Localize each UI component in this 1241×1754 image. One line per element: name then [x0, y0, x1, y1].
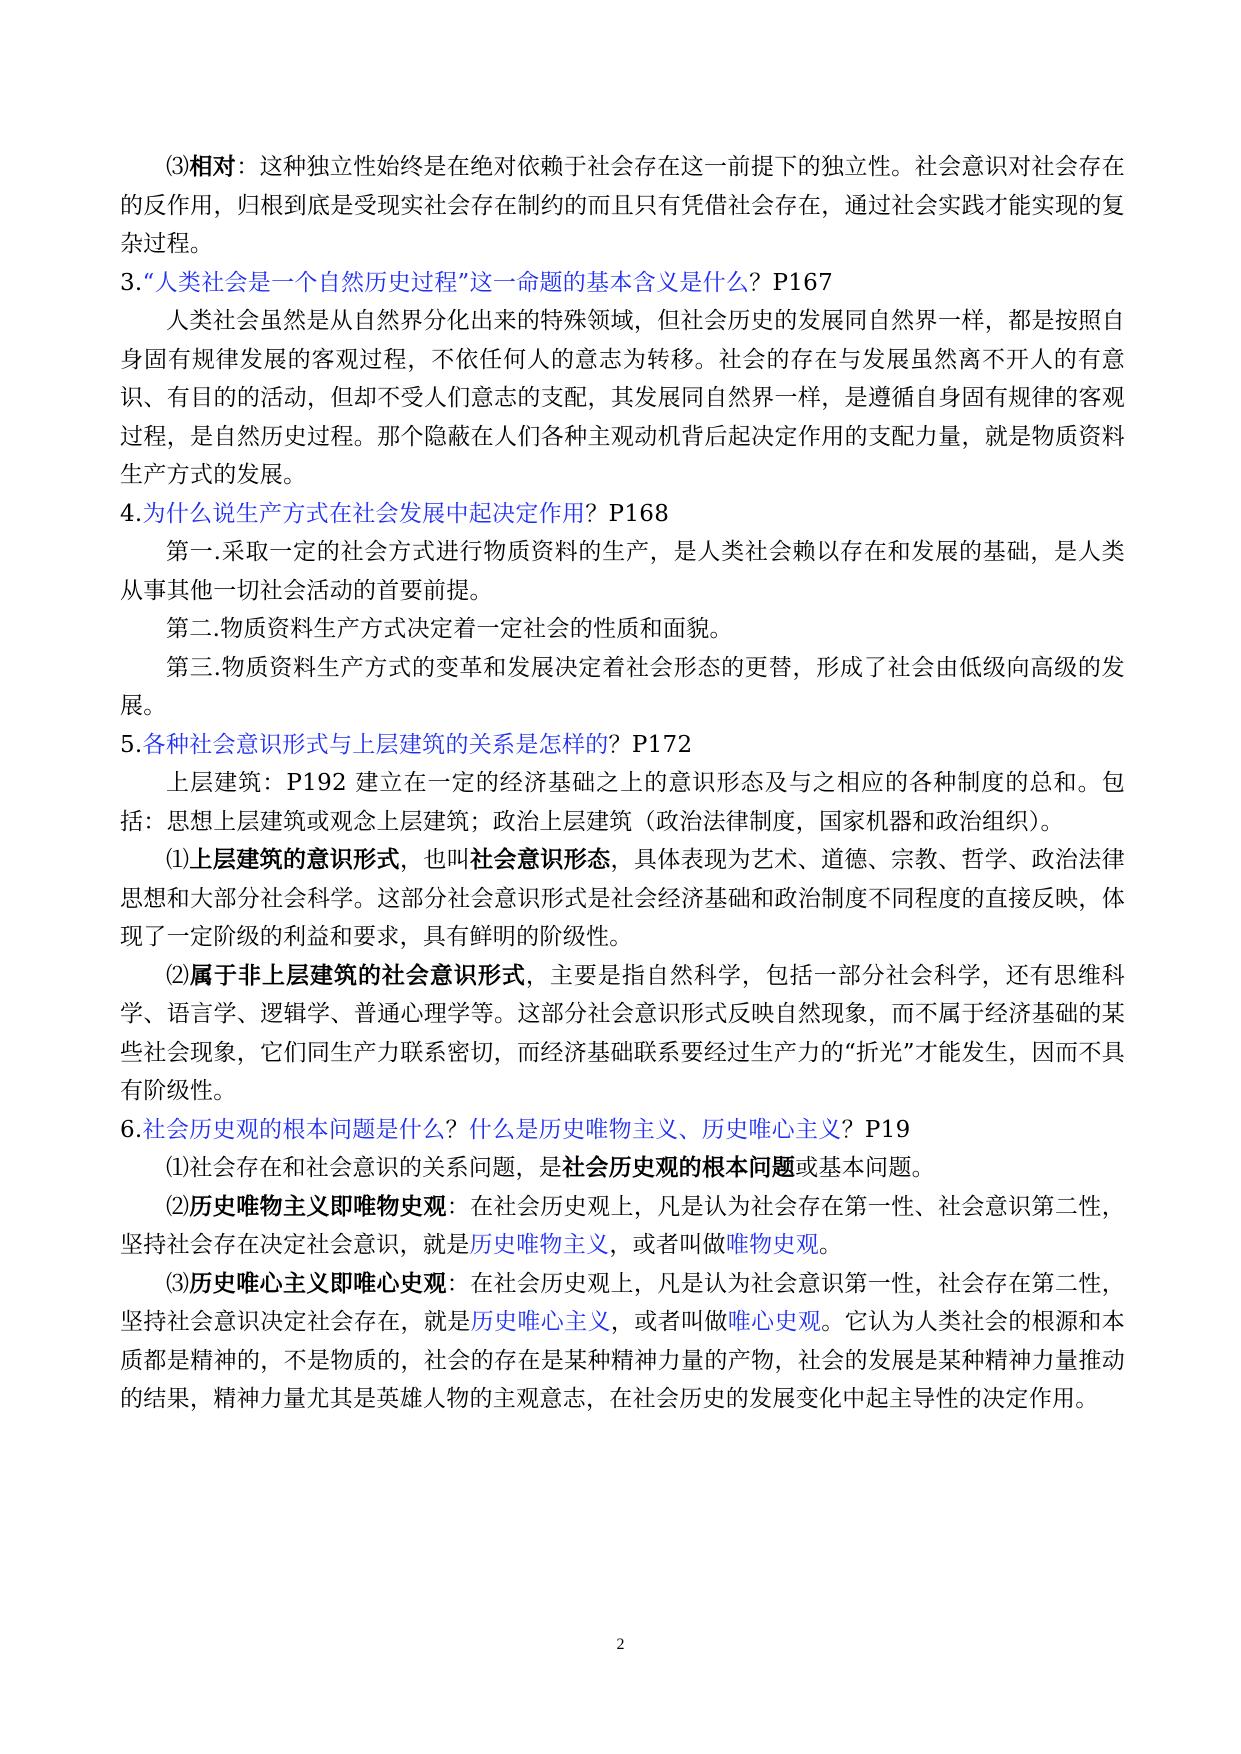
bold-term: 社会意识形态: [470, 846, 611, 873]
page-number: 2: [616, 1636, 625, 1653]
item-number: ⑶: [166, 154, 190, 180]
highlight-term: 唯物史观: [725, 1232, 820, 1258]
question-text: “人类社会是一个自然历史过程”这一命题的基本含义是什么: [142, 269, 750, 296]
answer-3: 人类社会虽然是从自然界分化出来的特殊领域，但社会历史的发展同自然界一样，都是按照自身固有规律发展的客观过程，不依任何人的意志为转移。社会的存在与发展虽然离不开人的有意识、有目的的活动，但却不受人们意志的支配，其发展同自然界一样，是遵循自身固有规律的客观过程，是自然历史过程。那个隐蔽在人们各种主观动机背后起决定作用的支配力量，就是物质资料生产方式的发展。: [120, 308, 1125, 488]
answer-5-point-2: [120, 957, 1125, 1111]
bold-term: 上层建筑的意识形式: [189, 846, 400, 873]
paragraph-text: 社会存在和社会意识的关系问题，是: [189, 1155, 563, 1181]
paragraph-text: ，也叫: [399, 847, 471, 873]
page-reference: ？P172: [608, 731, 693, 758]
document-body: [120, 148, 1125, 1419]
bold-term: 属于非上层建筑的社会意识形式: [190, 961, 526, 989]
paragraph-text: ：这种独立性始终是在绝对依赖于社会存在这一前提下的独立性。社会意识对社会存在的反作用，归根到底是受现实社会存在制约的而且只有凭借社会存在，通过社会实践才能实现的复杂过程。: [120, 154, 1125, 257]
answer-6-point-2: [120, 1188, 1125, 1265]
item-number: ⑵: [166, 962, 190, 989]
answer-4-point-1: 第一.采取一定的社会方式进行物质资料的生产，是人类社会赖以存在和发展的基础，是人类从事其他一切社会活动的首要前提。: [120, 539, 1125, 604]
highlight-term: 历史唯物主义: [469, 1232, 610, 1258]
paragraph-text: ：在社会历史观上，凡是认为社会存在第一性、社会意识第二性，坚持社会存在决定社会意识，就是: [120, 1193, 1125, 1258]
paragraph-text: ，或者叫做: [610, 1309, 728, 1335]
paragraph-text: ，具体表现为艺术、道德、宗教、哲学、政治法律思想和大部分社会科学。这部分社会意识形式是社会经济基础和政治制度不同程度的直接反映，体现了一定阶级的利益和要求，具有鲜明的阶级性。: [120, 847, 1126, 950]
highlight-term: 唯心史观: [727, 1309, 822, 1335]
question-number: 5.: [120, 731, 143, 758]
item-number: ⑶: [166, 1270, 190, 1297]
answer-5-point-1: [120, 841, 1125, 957]
question-number: 4.: [120, 500, 143, 527]
question-number: 3.: [120, 269, 143, 296]
paragraph-text: 。它认为人类社会的根源和本质都是精神的，不是物质的，社会的存在是某种精神力量的产物，社会的发展是某种精神力量推动的结果，精神力量尤其是英雄人物的主观意志，在社会历史的发展变化中起主导性的决定作用。: [120, 1309, 1126, 1412]
answer-4-point-3: 第三.物质资料生产方式的变革和发展决定着社会形态的更替，形成了社会由低级向高级的发展。: [120, 654, 1125, 719]
question-punctuation: ？: [445, 1116, 469, 1143]
paragraph-text: 或基本问题。: [795, 1155, 935, 1181]
answer-5-intro: 上层建筑：P192 建立在一定的经济基础之上的意识形态及与之相应的各种制度的总和。包括：思想上层建筑或观念上层建筑；政治上层建筑（政治法律制度，国家机器和政治组织）。: [120, 770, 1125, 835]
question-text: 为什么说生产方式在社会发展中起决定作用: [142, 500, 586, 527]
paragraph-text: ：在社会历史观上，凡是认为社会意识第一性，社会存在第二性，坚持社会意识决定社会存在，就是: [120, 1270, 1125, 1335]
page-reference: ？P168: [585, 500, 670, 527]
question-5: [120, 726, 1125, 765]
item-number: ⑴: [166, 847, 190, 873]
bold-term: 相对: [189, 153, 237, 180]
question-number: 6.: [120, 1116, 143, 1143]
question-text: 各种社会意识形式与上层建筑的关系是怎样的: [142, 731, 609, 758]
paragraph-relative: [120, 148, 1125, 264]
question-text: 什么是历史唯物主义、历史唯心主义: [468, 1116, 842, 1143]
answer-6-point-1: [120, 1149, 1125, 1188]
question-text: 社会历史观的根本问题是什么: [142, 1116, 446, 1143]
question-3: [120, 264, 1125, 303]
paragraph-text: 。: [819, 1232, 843, 1258]
answer-4-point-2: 第二.物质资料生产方式决定着一定社会的性质和面貌。: [166, 616, 733, 642]
bold-term: 历史唯物主义即唯物史观: [189, 1192, 447, 1220]
question-6: [120, 1111, 1125, 1150]
bold-term: 社会历史观的根本问题: [562, 1154, 796, 1181]
paragraph-text: ，主要是指自然科学，包括一部分社会科学，还有思维科学、语言学、逻辑学、普通心理学等。这部分社会意识形式反映自然现象，而不属于经济基础的某些社会现象，它们同生产力联系密切，而经济基础联系要经过生产力的“折光”才能发生，因而不具有阶级性。: [120, 962, 1125, 1104]
answer-6-point-3: [120, 1265, 1125, 1419]
highlight-term: 历史唯心主义: [470, 1309, 611, 1335]
item-number: ⑴: [166, 1155, 190, 1181]
question-4: [120, 495, 1125, 534]
item-number: ⑵: [166, 1193, 190, 1220]
page-reference: ？P167: [749, 269, 834, 296]
page-reference: ？P19: [841, 1116, 911, 1143]
bold-term: 历史唯心主义即唯心史观: [189, 1269, 447, 1297]
paragraph-text: ，或者叫做: [609, 1232, 726, 1258]
